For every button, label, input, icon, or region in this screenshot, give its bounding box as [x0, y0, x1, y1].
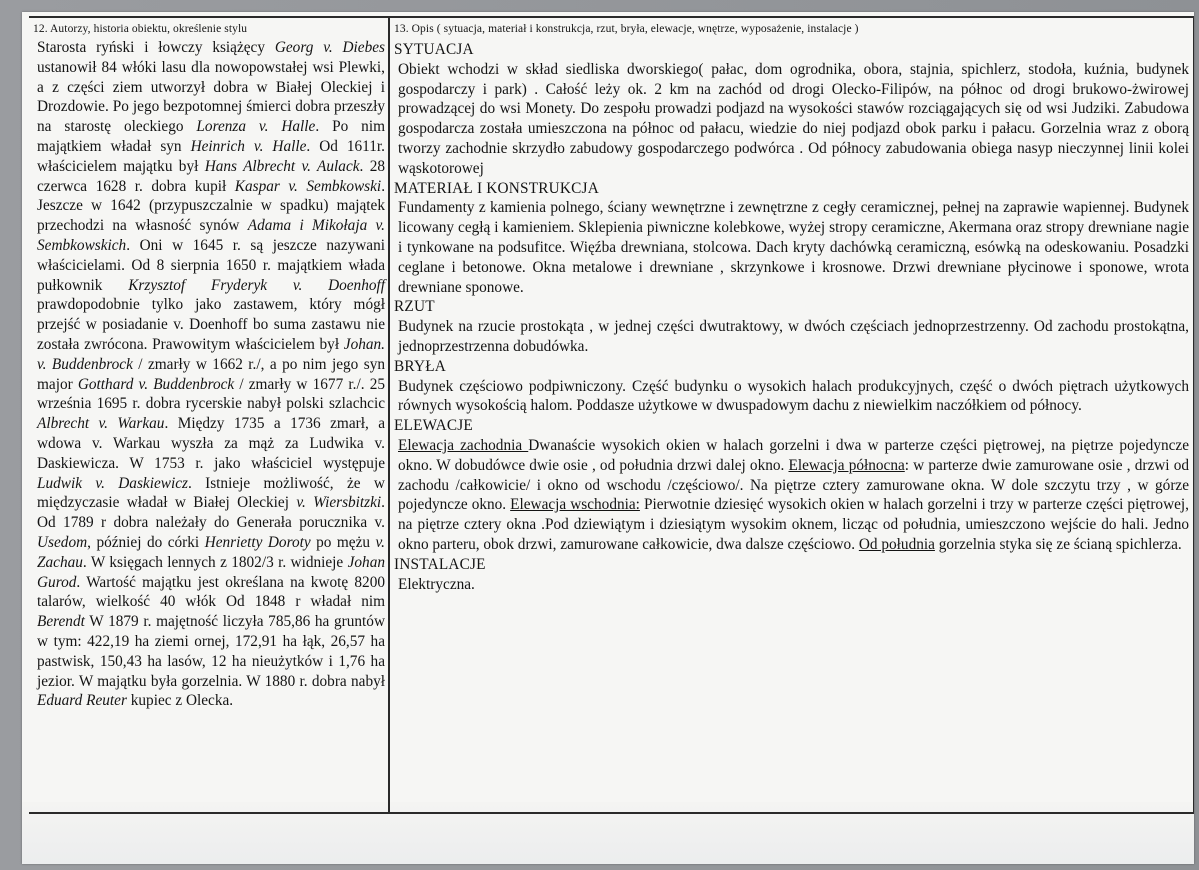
text-run: . Od 1789 r dobra należały do Generała porucznika v. — [37, 494, 385, 532]
description-column — [394, 20, 1189, 594]
text-run: gorzelnia styka się ze ścianą spichlerza. — [934, 535, 1182, 553]
italic-name: Krzysztof Fryderyk v. Doenhoff — [128, 276, 386, 294]
text-run: kupiec z Olecka. — [126, 692, 234, 710]
text-run: . Oni w 1645 r. są jeszcze nazywani właścicielami. Od 8 sierpnia 1650 r. majątkiem włada pułkownik — [37, 236, 385, 294]
text-run: . Po nim majątkiem władał syn — [37, 118, 385, 155]
text-run: Dwanaście wysokich okien w halach gorzelni i dwa w parterze części piętrowej, na piętrze pojedyncze okno. W dobudówce dwie osie , od południa drzwi dalej okno. — [398, 436, 1189, 474]
subheading-underlined: Elewacja wschodnia: — [510, 496, 640, 514]
section-body — [394, 60, 1189, 179]
text-run: , później do córki — [87, 533, 205, 551]
section-body — [394, 377, 1189, 417]
section-title: SYTUACJA — [394, 41, 474, 58]
italic-name: Heinrich v. Halle — [190, 137, 307, 155]
section-title: RZUT — [394, 298, 435, 316]
column-divider — [388, 18, 390, 812]
text-run: / zmarły w 1662 r./, a po nim jego syn major — [37, 355, 385, 393]
description-column-header: 13. Opis ( sytuacja, materiał i konstrukcja, rzut, bryła, elewacje, wnętrze, wyposażenie, instalacje ) — [394, 23, 859, 35]
text-run: . W księgach lennych z 1802/3 r. widnieje — [82, 553, 348, 571]
italic-name: Lorenza v. Halle — [196, 118, 316, 136]
italic-name: v. Zachau — [37, 533, 385, 571]
section-title: BRYŁA — [394, 357, 446, 375]
document-card — [22, 12, 1194, 864]
text-run: Obiekt wchodzi w skład siedliska dworskiego( pałac, dom ogrodnika, obora, stajnia, spichlerz, stodoła, kuźnia, budynek gospodarczy i park) . Całość leży ok. 2 km na zachód od drogi Olecko-Filipów, na północ od drogi brukowo-żwirowej prowadzącej do wsi Monety. Do zespołu prowadzi podjazd na wysokości stawów rozciągających się od wsi Judziki. Zabudowa gospodarcza została umieszczona na północ od pałacu, wiedzie do niej podjazd obok parku i pałacu. Gorzelnia wraz z oborą tworzy zachodnie skrzydło zabudowy gospodarczego podwórca . Od północy zabudowania obiega nasyp nieczynnej linii kolei wąskotorowej — [398, 60, 1189, 177]
section-body — [394, 436, 1189, 555]
text-run: ustanowił 84 włóki lasu dla nowopowstałej wsi Plewki, a z części ziem utworzył dobra w Białej Oleckiej i Drozdowie. Po jego bezpotomnej śmierci dobra przeszły na starostę oleckiego — [37, 58, 385, 136]
italic-name: Georg v. Diebes — [274, 39, 385, 56]
italic-name: Ludwik v. Daskiewicz — [37, 474, 188, 492]
italic-name: Adama i Mikołaja v. Sembkowskich — [37, 217, 386, 254]
section-title: MATERIAŁ I KONSTRUKCJA — [394, 179, 599, 197]
text-run: . Wartość majątku jest określana na kwotę 8200 talarów, wielkość 40 włók Od 1848 r władał nim — [37, 573, 385, 611]
text-run: . Od 1611r. właścicielem majątku był — [37, 137, 385, 175]
subheading-underlined: Elewacja północna — [788, 456, 905, 474]
description-sections — [394, 40, 1189, 594]
history-text — [33, 38, 385, 711]
history-column — [33, 20, 385, 711]
text-run: . Jeszcze w 1642 (przypuszczalnie w spadku) majątek przechodzi na własność synów — [37, 177, 386, 235]
section-body — [394, 575, 1189, 595]
italic-name: v. Wiersbitzki — [296, 494, 382, 512]
text-run: . 28 czerwca 1628 r. dobra kupił — [37, 157, 385, 195]
text-run: . Między 1735 a 1736 zmarł, a wdowa v. Warkau wyszła za mąż za Ludwika v. Daskiewicza. W 1753 r. jako właściciel występuje — [37, 415, 385, 472]
italic-name: Henrietty Doroty — [204, 533, 311, 551]
section-title: INSTALACJE — [394, 555, 486, 573]
text-run: prawdopodobnie tylko jako zastawem, który mógł przejść w posiadanie v. Doenhoff bo suma zastawu nie została zwrócona. Prawowitym właścicielem był — [37, 296, 385, 353]
section-body — [394, 317, 1189, 357]
subheading-underlined: Od południa — [858, 535, 935, 553]
form-table — [29, 16, 1194, 814]
text-run: Fundamenty z kamienia polnego, ściany wewnętrzne i zewnętrzne z cegły ceramicznej, pełnej na zaprawie wapiennej. Budynek licowany cegłą i kamieniem. Sklepienia piwniczne kolebkowe, wyżej stropy ceramiczne, Akermana oraz stropy drewniane nagie i tynkowane na podsufitce. Więźba drewniana, stolcowa. Dach kryty dachówką ceramiczną, esówką na odeskowaniu. Posadzki ceglane i betonowe. Okna metalowe i drewniane , skrzynkowe i krosnowe. Drzwi drewniane płycinowe i sponowe, wrota drewniane sponowe. — [398, 199, 1189, 296]
subheading-underlined: Elewacja zachodnia — [398, 436, 529, 454]
text-run: . Istnieje możliwość, że w międzyczasie władał w Białej Oleckiej — [37, 474, 385, 512]
italic-name: Usedom — [37, 533, 88, 551]
text-run: / zmarły w 1677 r./. 25 września 1695 r. dobra rycerskie nabył polski szlachcic — [37, 375, 385, 413]
italic-name: Johan Gurod — [37, 553, 385, 591]
text-run: po mężu — [310, 533, 376, 551]
italic-name: Kaspar v. Sembkowski — [234, 177, 382, 195]
text-run: Budynek częściowo podpiwniczony. Część budynku o wysokich halach produkcyjnych, część o dwóch piętrach użytkowych równych wysokością halom. Poddasze użytkowe w dwuspadowym dachu z niewielkim naczółkiem od północy. — [398, 377, 1189, 415]
text-run: Pierwotnie dziesięć wysokich okien w halach gorzelni i trzy w parterze części piętrowej, na piętrze cztery okna .Pod dziewiątym i dziesiątym wysokim oknem, licząc od południa, umieszczono wejście do hali. Jedno okno parteru, obok drzwi, zamurowane całkowicie, dwa dalsze częściowo. — [398, 496, 1189, 553]
history-column-header: 12. Autorzy, historia obiektu, określenie stylu — [33, 23, 248, 35]
section-body — [394, 198, 1189, 297]
text-run: Elektryczna. — [398, 575, 475, 593]
italic-name: Gotthard v. Buddenbrock — [77, 375, 235, 393]
section-title: ELEWACJE — [394, 417, 473, 435]
text-run: : w parterze dwie zamurowane osie , drzwi od zachodu /całkowicie/ i okno od wschodu /częściowo/. Na piętrze cztery zamurowane okna. W dole szczytu trzy , w górze pojedyncze okno. — [398, 456, 1190, 514]
italic-name: Johan. v. Buddenbrock — [37, 335, 385, 373]
italic-name: Berendt — [37, 613, 85, 631]
text-run: Starosta ryński i łowczy książęcy — [37, 39, 275, 56]
italic-name: Hans Albrecht v. Aulack — [204, 157, 360, 175]
italic-name: Eduard Reuter — [37, 692, 127, 710]
text-run: W 1879 r. majętność liczyła 785,86 ha gruntów w tym: 422,19 ha ziemi ornej, 172,91 ha łąk, 26,57 ha pastwisk, 150,43 ha lasów, 12 ha nieużytków i 1,76 ha jezior. W majątku była gorzelnia. W 1880 r. dobra nabył — [37, 613, 385, 690]
text-run: Budynek na rzucie prostokąta , w jednej części dwutraktowy, w dwóch częściach jednoprzestrzenny. Od zachodu prostokątna, jednoprzestrzenna dobudówka. — [398, 318, 1189, 355]
italic-name: Albrecht v. Warkau — [37, 415, 165, 433]
